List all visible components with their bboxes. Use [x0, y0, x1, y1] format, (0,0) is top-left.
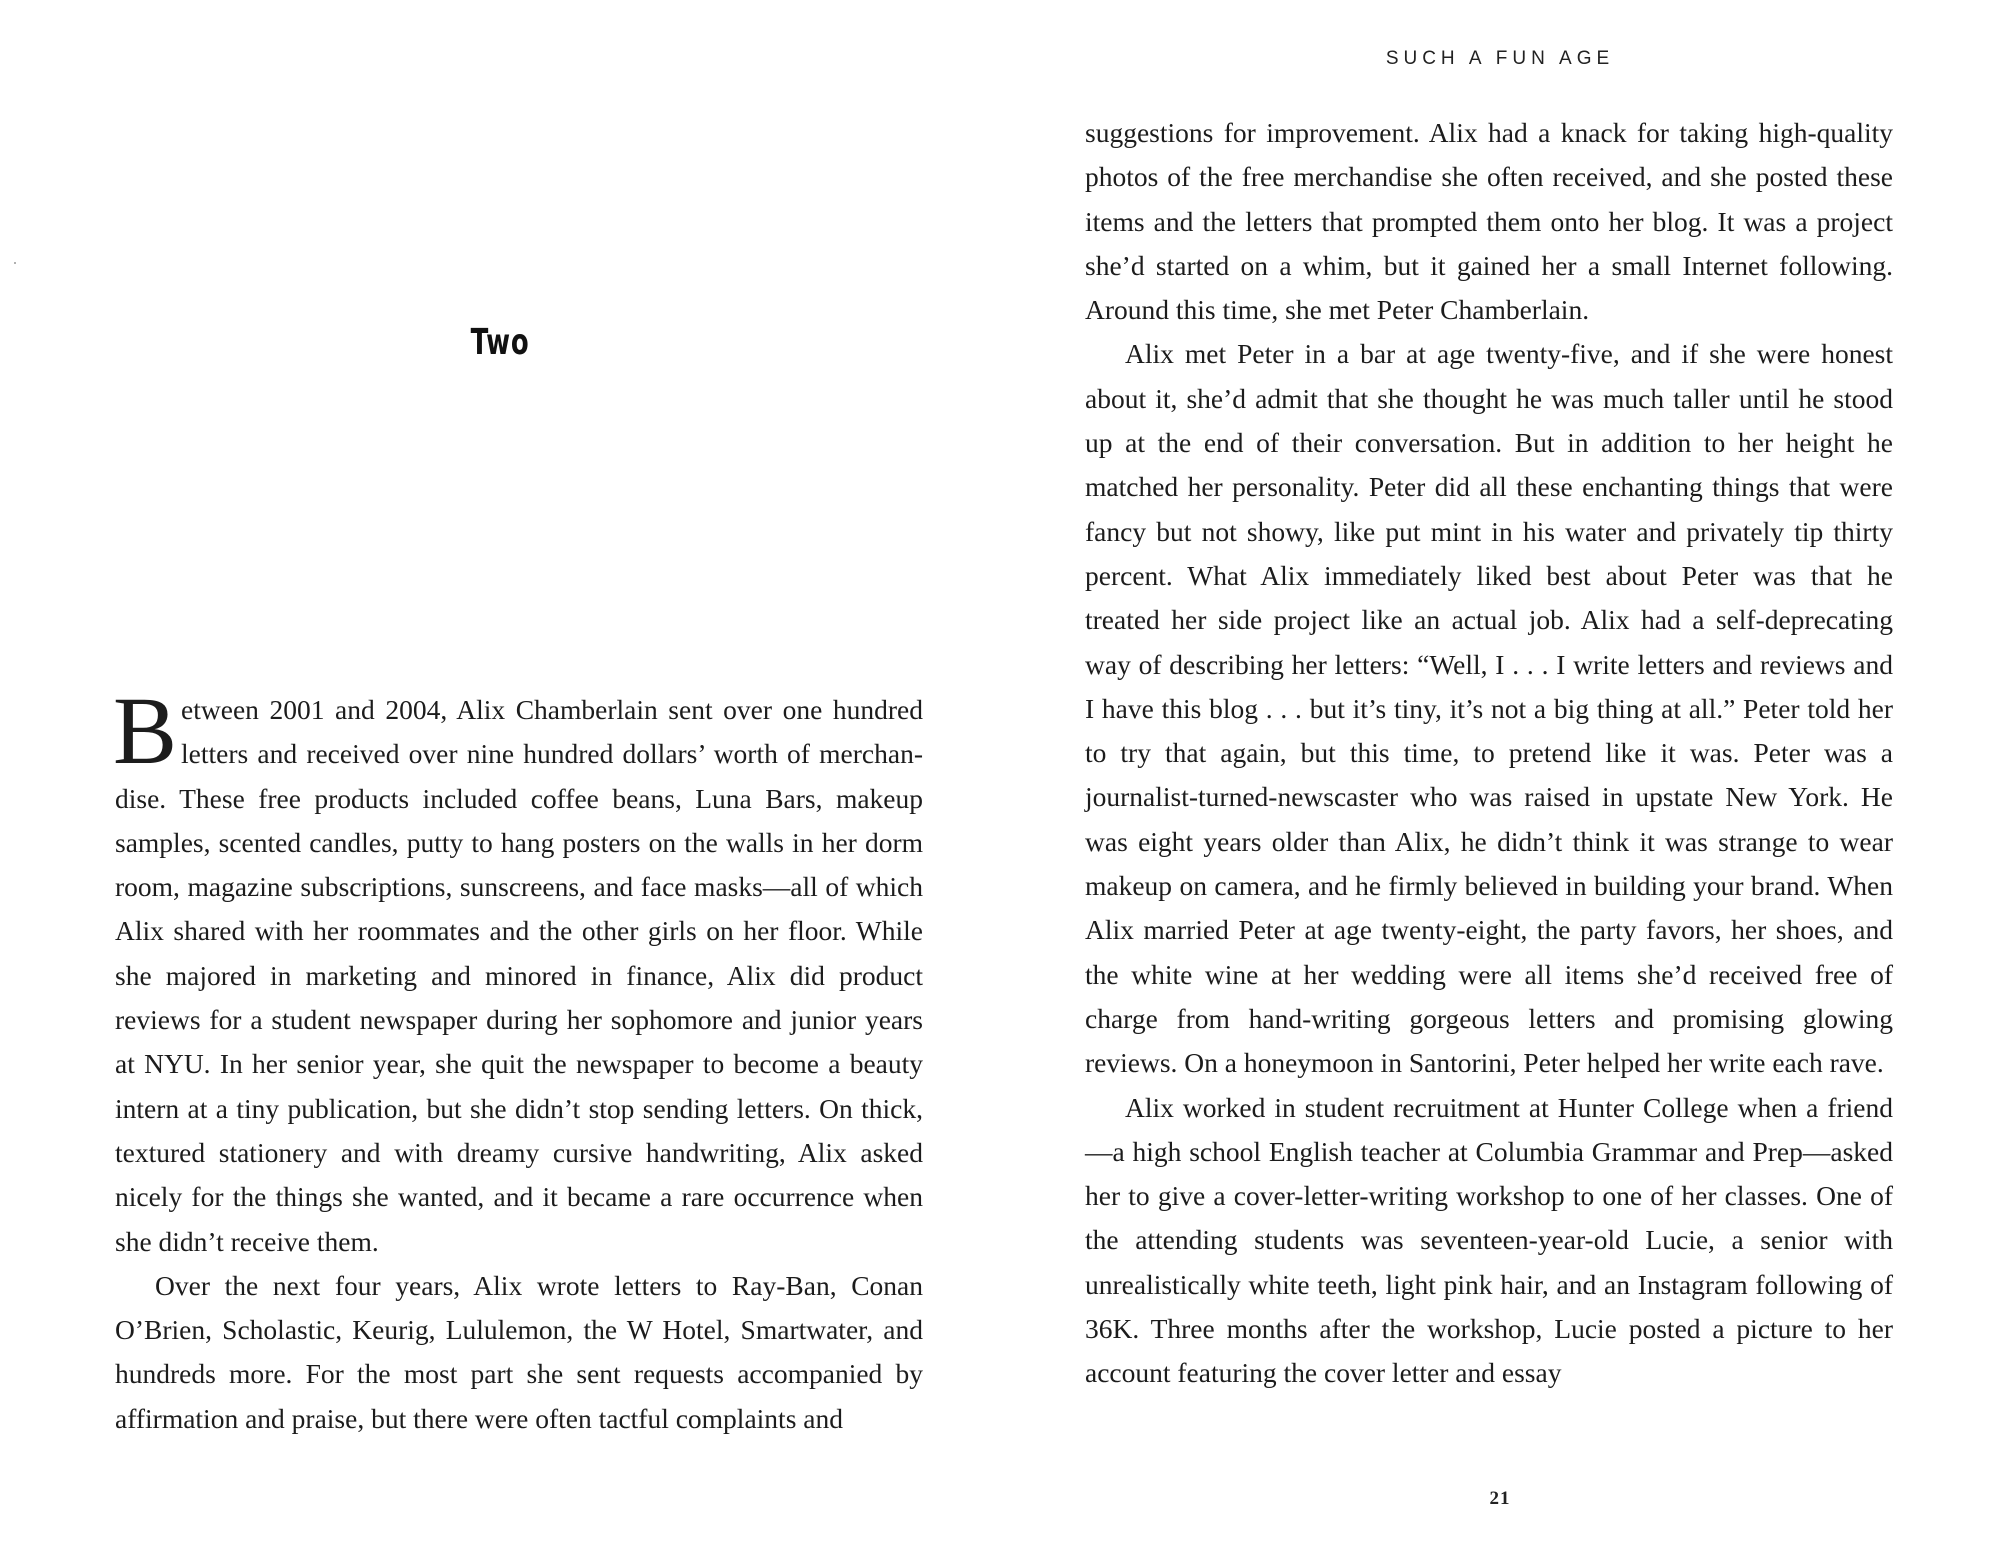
paragraph	[113, 677, 923, 1264]
paragraph: Alix met Peter in a bar at age twenty-five, and if she were honest about it, she’d admit that she thought he was much taller until he stood up at the end of their conversation. But in addition to her height he matched her personality. Peter did all these enchanting things that were fancy but not showy, like put mint in his water and privately tip thirty percent. What Alix immediately liked best about Peter was that he treated her side project like an actual job. Alix had a self-deprecating way of describing her letters: “Well, I . . . I write letters and reviews and I have this blog . . . but it’s tiny, it’s not a big thing at all.” Peter told her to try that again, but this time, to pretend like it was. Peter was a journalist-turned-newscaster who was raised in upstate New York. He was eight years older than Alix, he didn’t think it was strange to wear makeup on camera, and he firmly believed in building your brand. When Alix married Peter at age twenty-eight, the party favors, her shoes, and the white wine at her wedding were all items she’d received free of charge from hand-writing gorgeous letters and promising glowing reviews. On a honeymoon in Santorini, Peter helped her write each rave.	[1085, 338, 1893, 1079]
left-page-body	[113, 677, 923, 1441]
paragraph: suggestions for improvement. Alix had a knack for taking high-quality photos of the free merchandise she often received, and she posted these items and the letters that prompted them onto her blog. It was a project she’d started on a whim, but it gained her a small Internet following. Around this time, she met Peter Chamberlain.	[1085, 117, 1893, 326]
running-head: SUCH A FUN AGE	[1385, 48, 1615, 69]
paragraph: Over the next four years, Alix wrote letters to Ray-Ban, Conan O’Brien, Scholastic, Keurig, Lululemon, the W Hotel, Smartwater, and hundreds more. For the most part she sent requests accompanied by affirmation and praise, but there were often tactful complaints and	[115, 1269, 923, 1434]
right-page-body	[1085, 111, 1893, 1396]
drop-cap: B	[113, 677, 178, 784]
paragraph: Alix worked in student recruitment at Hunter College when a friend—a high school English teacher at Columbia Grammar and Prep—asked her to give a cover-letter-writing workshop to one of her classes. One of the attending students was seventeen-year-old Lucie, a senior with unrealistically white teeth, light pink hair, and an Instagram following of 36K. Three months after the workshop, Lucie posted a picture to her account featuring the cover letter and essay	[1085, 1091, 1893, 1389]
right-page	[1000, 0, 2000, 1562]
scan-speck	[14, 262, 16, 264]
page-number: 21	[1489, 1488, 1511, 1509]
paragraph-text: etween 2001 and 2004, Alix Chamberlain sent over one hundred letters and received over nine hundred dollars’ worth of merchandise. These free products included coffee beans, Luna Bars, makeup samples, scented candles, putty to hang posters on the walls in her dorm room, magazine subscriptions, sunscreens, and face masks—all of which Alix shared with her roommates and the other girls on her floor. While she majored in marketing and minored in finance, Alix did product reviews for a student newspaper during her sophomore and junior years at NYU. In her senior year, she quit the newspaper to become a beauty intern at a tiny publication, but she didn’t stop sending letters. On thick, textured stationery and with dreamy cursive handwriting, Alix asked nicely for the things she wanted, and it became a rare occurrence when she didn’t receive them.	[115, 694, 923, 1257]
chapter-title: Two	[470, 322, 530, 363]
